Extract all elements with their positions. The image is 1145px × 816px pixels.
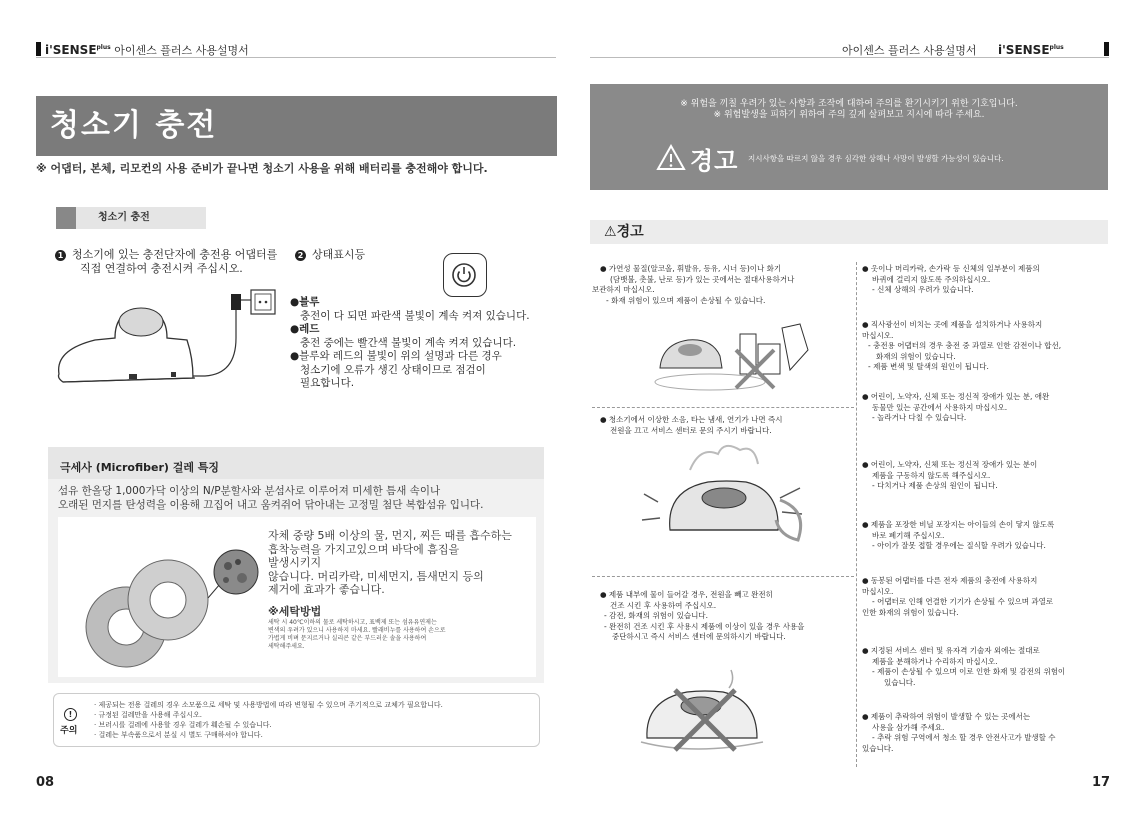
- header-right-bar: [1104, 42, 1109, 56]
- microfiber-feature-text: [268, 529, 538, 597]
- step-number: 1: [55, 250, 66, 261]
- panel-notes: [590, 99, 1108, 121]
- microfiber-heading: 극세사 (Microfiber) 걸레 특징: [60, 461, 220, 474]
- warning-item: [862, 460, 1112, 492]
- page-number-left: 08: [36, 775, 55, 790]
- warning-symbol-panel: [590, 84, 1108, 190]
- status-error-line: ●블루와 레드의 불빛이 위의 설명과 다른 경우: [290, 350, 502, 362]
- header-left-title: 아이센스 플러스 사용설명서: [114, 44, 249, 57]
- warning-line: - 감전, 화재의 위험이 있습니다.: [604, 611, 708, 620]
- warning-item: [862, 264, 1108, 296]
- step1-line: 직접 연결하여 충전시켜 주십시오.: [80, 262, 243, 275]
- warning-line: ● 제품을 포장한 비닐 포장지는 아이들의 손이 닿지 않도록: [862, 520, 1055, 529]
- column-divider: [856, 262, 857, 767]
- warning-line: - 추락 위험 구역에서 청소 할 경우 안전사고가 발생할 수: [872, 733, 1056, 742]
- caution-icon-glyph: !: [68, 710, 73, 719]
- panel-warning-label: 경고: [690, 147, 739, 175]
- header-right-rule: [590, 57, 1109, 58]
- warning-line: ● 청소기에서 이상한 소음, 타는 냄새, 연기가 나면 즉시: [600, 415, 783, 424]
- warning-item: [592, 264, 852, 306]
- warning-line: 전원을 끄고 서비스 센터로 문의 주시기 바랍니다.: [610, 425, 772, 435]
- microfiber-info-box: [48, 447, 544, 683]
- panel-warning-desc: 지시사항을 따르지 않을 경우 심각한 상해나 사망이 발생할 가능성이 있습니다.: [748, 154, 1004, 163]
- warning-line: ● 제품 내부에 물이 들어갈 경우, 전원을 빼고 완전히: [600, 590, 773, 599]
- header-right: [842, 42, 1064, 58]
- caution-line: · 걸레는 부속품으로서 분실 시 별도 구매하셔야 합니다.: [94, 731, 263, 739]
- warning-line: 동물만 있는 공간에서 사용하지 마십시오.: [872, 402, 1008, 412]
- power-status-icon: [443, 253, 487, 297]
- warning-line: - 화재 위험이 있으며 제품이 손상될 수 있습니다.: [606, 295, 766, 305]
- vacuum-charging-illustration: [45, 278, 295, 398]
- warning-line: 화재의 위험이 있습니다.: [876, 351, 956, 361]
- status-light-descriptions: [290, 296, 555, 391]
- microfiber-feature-line: 제거에 효과가 좋습니다.: [268, 583, 385, 596]
- caution-line: · 제공되는 전용 걸레의 경우 소모품으로 세탁 및 사용방법에 따라 변형될 수 있으며 주기적으로 교체가 필요합니다.: [94, 701, 443, 709]
- warning-line: 제품을 구동하지 않도록 해주십시오.: [872, 470, 991, 480]
- wash-line: 세탁 시 40℃이하의 물로 세탁하시고, 표백제 또는 섬유유연제는: [268, 619, 437, 626]
- warning-item: [862, 712, 1112, 754]
- microfiber-desc-line: 오래된 먼지를 탄성력을 이용해 끄집어 내고 움켜쥐어 닦아내는 고정밀 첨단 복합섬유 입니다.: [58, 499, 484, 511]
- caution-text: [94, 700, 534, 740]
- step2-label: 상태표시등: [312, 248, 366, 261]
- smoke-warning-illustration: [630, 440, 820, 550]
- warning-line: 중단하시고 즉시 서비스 센터에 문의하시기 바랍니다.: [612, 632, 786, 641]
- warning-line: 보관하지 마십시오.: [592, 285, 655, 294]
- warning-line: ● 동봉된 어댑터를 다른 전자 제품의 충전에 사용하지: [862, 576, 1038, 585]
- warning-line: 있습니다.: [862, 743, 894, 753]
- warning-line: ● 옷이나 머리카락, 손가락 등 신체의 일부분이 제품의: [862, 264, 1040, 273]
- page-subtitle: ※ 어댑터, 본체, 리모컨의 사용 준비가 끝나면 청소기 사용을 위해 배터리를 충전해야 합니다.: [36, 162, 488, 175]
- flammable-warning-illustration: [640, 320, 815, 395]
- warning-triangle-icon: [656, 144, 686, 171]
- warning-heading-label: 경고: [616, 224, 644, 240]
- warning-line: 바퀴에 걸리지 않도록 주의하십시오.: [872, 274, 991, 284]
- wash-line: 세탁해주세요.: [268, 643, 305, 650]
- warning-line: ● 어린이, 노약자, 신체 또는 정신적 장애가 있는 분이: [862, 460, 1038, 469]
- wash-method-title: ※세탁방법: [268, 605, 322, 618]
- status-red-label: ●레드: [290, 323, 320, 335]
- warning-item: [862, 392, 1112, 424]
- warning-line: - 제품 변색 및 탈색의 원인이 됩니다.: [868, 362, 989, 371]
- warning-line: 있습니다.: [884, 677, 916, 687]
- warning-line: - 놀라거나 다칠 수 있습니다.: [872, 413, 967, 422]
- status-error-line: 필요합니다.: [300, 377, 355, 389]
- page-title: 청소기 충전: [36, 96, 557, 156]
- header-left-bar: [36, 42, 41, 56]
- status-error-line: 청소기에 오류가 생긴 상태이므로 점검이: [300, 363, 486, 376]
- warning-line: ● 지정된 서비스 센터 및 유자격 기술자 외에는 절대로: [862, 646, 1040, 655]
- caution-label: 주의: [60, 726, 78, 736]
- warning-line: 사용을 삼가해 주세요.: [872, 722, 945, 732]
- section-tab-marker: [56, 207, 76, 229]
- step-number: 2: [295, 250, 306, 261]
- warning-heading-icon: ⚠: [604, 224, 617, 240]
- row-divider: [592, 576, 854, 577]
- microfiber-feature-line: 않습니다. 머리카락, 미세먼지, 틈새먼지 등의: [268, 569, 484, 583]
- microfiber-pad-illustration: [68, 542, 268, 672]
- page-number-right: 17: [1092, 775, 1111, 790]
- brand-logo: $i'SENSE^{plus}$: [45, 43, 111, 57]
- warning-line: - 어댑터로 인해 연결한 기기가 손상될 수 있으며 과열로: [872, 597, 1054, 606]
- panel-note-line: ※ 위험발생을 피하기 위하여 주의 깊게 살펴보고 지시에 따라 주세요.: [713, 110, 985, 120]
- microfiber-feature-line: 흡착능력을 가지고있으며 바닥에 흠집을: [268, 542, 460, 556]
- status-blue-desc: 충전이 다 되면 파란색 불빛이 계속 켜져 있습니다.: [300, 309, 530, 322]
- warning-item: [862, 320, 1112, 373]
- warning-line: - 완전히 건조 시킨 후 사용시 제품에 이상이 있을 경우 사용을: [604, 621, 805, 631]
- wash-line: 가볍게 비벼 문지르거나 실리콘 같은 부드러운 솔을 사용하여: [268, 635, 427, 642]
- warning-line: - 다치거나 제품 손상의 원인이 됩니다.: [872, 481, 998, 490]
- warning-line: 제품을 분해하거나 수리하지 마십시오.: [872, 656, 998, 666]
- water-warning-illustration: [635, 660, 775, 760]
- header-left: [45, 42, 249, 58]
- brand-logo: $i'SENSE^{plus}$: [998, 43, 1064, 57]
- caution-icon: [64, 708, 77, 721]
- warning-line: ● 가연성 물질(알코올, 휘발유, 등유, 시너 등)이나 화기: [600, 264, 782, 273]
- step1-text: [72, 248, 312, 276]
- caution-line: · 브러시를 걸레에 사용할 경우 걸레가 훼손될 수 있습니다.: [94, 721, 272, 729]
- section-tab-charging: [56, 207, 206, 229]
- panel-note-line: ※ 위험을 끼칠 우려가 있는 사항과 조작에 대하여 주의를 환기시키기 위한 기호입니다.: [680, 99, 1018, 109]
- warning-item: [862, 520, 1112, 552]
- row-divider: [592, 407, 854, 408]
- warning-item: [862, 576, 1112, 618]
- header-right-title: 아이센스 플러스 사용설명서: [842, 44, 977, 57]
- warning-line: 바로 폐기해 주십시오.: [872, 530, 945, 540]
- status-red-desc: 충전 중에는 빨간색 불빛이 계속 켜져 있습니다.: [300, 336, 517, 349]
- warning-line: 마십시오.: [862, 586, 894, 596]
- warning-section-heading: [590, 220, 1108, 244]
- warning-line: 마십시오.: [862, 330, 894, 340]
- warning-line: ● 제품이 추락하여 위험이 발생할 수 있는 곳에서는: [862, 712, 1031, 721]
- warning-line: ● 어린이, 노약자, 신체 또는 정신적 장애가 있는 분, 애완: [862, 392, 1050, 401]
- warning-line: 인한 화재의 위험이 있습니다.: [862, 607, 959, 617]
- step1-line: 청소기에 있는 충전단자에 충전용 어댑터를: [72, 248, 278, 261]
- wash-method-text: [268, 619, 538, 651]
- wash-line: 변색의 우려가 있으니 사용하지 마세요. 빨래비누를 사용하여 손으로: [268, 627, 446, 634]
- microfiber-desc-line: 섬유 한올당 1,000가닥 이상의 N/P분할사와 분섬사로 이루어져 미세한 틈새 속이나: [58, 485, 441, 497]
- status-blue-label: ●블루: [290, 296, 320, 308]
- microfiber-description: [58, 484, 538, 512]
- microfiber-feature-line: 발생시키지: [268, 556, 322, 569]
- warning-item: [600, 590, 862, 643]
- warning-line: ● 직사광선이 비치는 곳에 제품을 설치하거나 사용하지: [862, 320, 1043, 329]
- warning-line: (담뱃불, 촛불, 난로 등)가 있는 곳에서는 절대사용하거나: [610, 274, 795, 284]
- warning-item: [600, 415, 852, 436]
- caution-box: [53, 693, 540, 747]
- warning-line: 건조 시킨 후 사용하여 주십시오.: [610, 600, 717, 610]
- warning-line: - 신체 상해의 우려가 있습니다.: [872, 285, 974, 294]
- section-tab-label: 청소기 충전: [98, 212, 150, 223]
- header-left-rule: [36, 57, 556, 58]
- microfiber-feature-line: 자체 중량 5배 이상의 물, 먼지, 찌든 때를 흡수하는: [268, 529, 512, 542]
- warning-line: - 충전용 어댑터의 경우 충전 중 과열로 인한 감전이나 합선,: [868, 341, 1062, 350]
- warning-item: [862, 646, 1112, 688]
- warning-line: - 아이가 잘못 접할 경우에는 질식할 우려가 있습니다.: [872, 541, 1046, 550]
- warning-line: - 제품이 손상될 수 있으며 이로 인한 화재 및 감전의 위험이: [872, 667, 1066, 676]
- caution-line: · 규정된 걸레만을 사용해 주십시오.: [94, 711, 203, 719]
